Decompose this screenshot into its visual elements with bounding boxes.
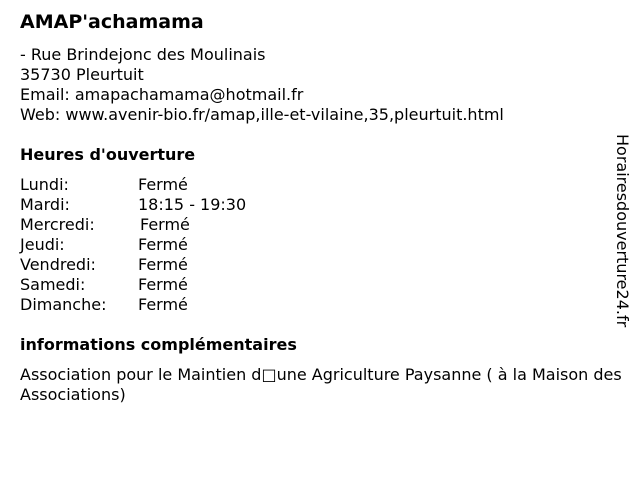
address-city: 35730 Pleurtuit <box>20 65 144 84</box>
address-street: - Rue Brindejonc des Moulinais <box>20 45 266 64</box>
business-name: AMAP'achamama <box>20 11 204 33</box>
hours-row-dimanche <box>20 295 620 315</box>
hours-table <box>20 175 620 315</box>
web-line: Web: www.avenir-bio.fr/amap,ille-et-vilaine,35,pleurtuit.html <box>20 105 504 124</box>
hours-day: Mardi: <box>20 195 70 214</box>
business-card <box>20 9 620 405</box>
hours-value: Fermé <box>138 275 188 294</box>
hours-value: Fermé <box>138 295 188 314</box>
hours-value: Fermé <box>140 215 190 234</box>
hours-day: Jeudi: <box>20 235 65 254</box>
hours-title: Heures d'ouverture <box>20 145 196 164</box>
hours-day: Mercredi: <box>20 215 95 234</box>
hours-row-samedi <box>20 275 620 295</box>
hours-day: Vendredi: <box>20 255 96 274</box>
hours-day: Lundi: <box>20 175 69 194</box>
hours-day: Samedi: <box>20 275 86 294</box>
hours-value: Fermé <box>138 235 188 254</box>
site-watermark: Horairesdouverture24.fr <box>613 134 632 328</box>
hours-row-vendredi <box>20 255 620 275</box>
hours-day: Dimanche: <box>20 295 107 314</box>
info-text: Association pour le Maintien d□une Agriculture Paysanne ( à la Maison des Associations) <box>20 365 622 404</box>
hours-value: Fermé <box>138 255 188 274</box>
hours-row-mardi <box>20 195 620 215</box>
hours-value: 18:15 - 19:30 <box>138 195 247 214</box>
email-line: Email: amapachamama@hotmail.fr <box>20 85 304 104</box>
info-title: informations complémentaires <box>20 335 297 354</box>
hours-value: Fermé <box>138 175 188 194</box>
hours-row-mercredi <box>20 215 620 235</box>
hours-row-lundi <box>20 175 620 195</box>
hours-row-jeudi <box>20 235 620 255</box>
